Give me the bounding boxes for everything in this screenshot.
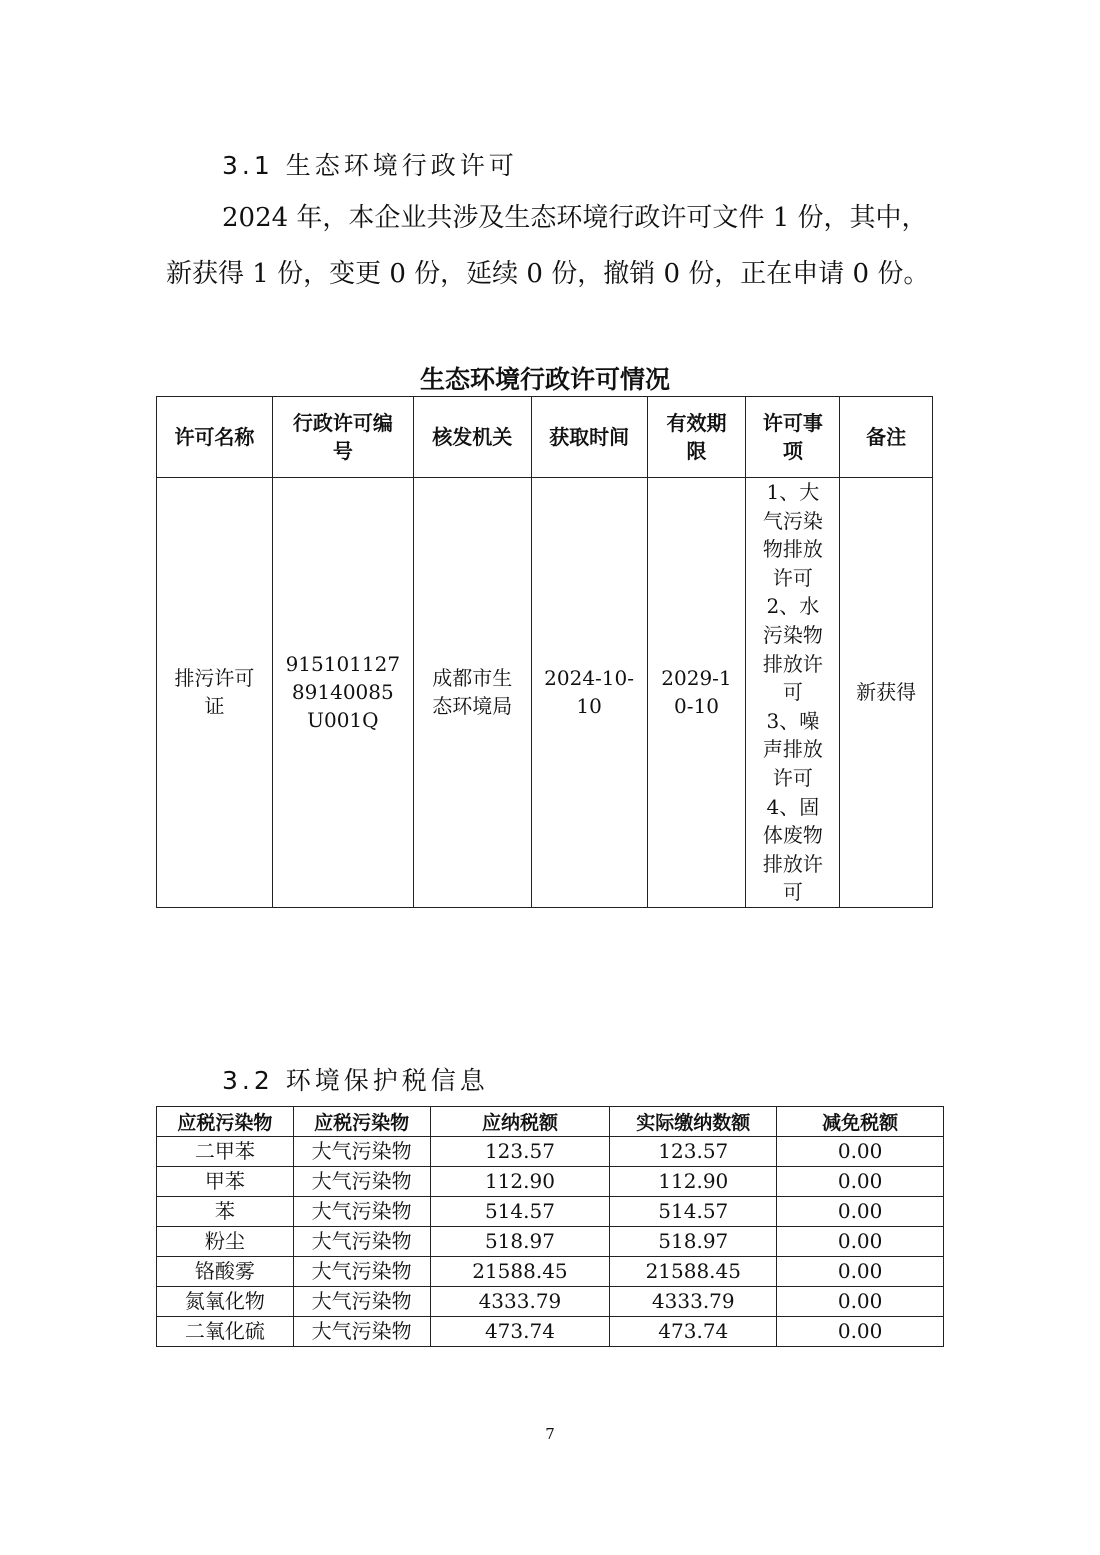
header-permit-number-text: 行政许可编号 (292, 411, 393, 463)
tax-cell-payable: 21588.45 (430, 1257, 610, 1287)
tax-header-category: 应税污染物 (293, 1107, 430, 1137)
permit-item-3: 3、噪声排放许可 (762, 708, 823, 790)
tax-table-row (157, 1227, 944, 1257)
header-obtained: 获取时间 (531, 397, 647, 478)
tax-cell-paid: 21588.45 (610, 1257, 777, 1287)
tax-cell-paid: 514.57 (610, 1197, 777, 1227)
permit-table-row (157, 478, 933, 908)
tax-cell-paid: 112.90 (610, 1167, 777, 1197)
tax-cell-exempt: 0.00 (777, 1227, 944, 1257)
permit-table-title: 生态环境行政许可情况 (419, 365, 670, 394)
tax-table-row (157, 1257, 944, 1287)
tax-header-paid: 实际缴纳数额 (610, 1107, 777, 1137)
tax-table-row (157, 1287, 944, 1317)
tax-table-header-row (157, 1107, 944, 1137)
tax-table-row (157, 1197, 944, 1227)
tax-cell-payable: 518.97 (430, 1227, 610, 1257)
cell-authority (413, 478, 531, 908)
cell-validity (647, 478, 746, 908)
tax-cell-exempt: 0.00 (777, 1257, 944, 1287)
obtained-text: 2024-10-10 (544, 666, 635, 719)
tax-cell-pollutant: 二氧化硫 (157, 1317, 294, 1347)
tax-cell-category: 大气污染物 (293, 1317, 430, 1347)
tax-cell-category: 大气污染物 (293, 1197, 430, 1227)
tax-cell-pollutant: 二甲苯 (157, 1137, 294, 1167)
validity-text: 2029-10-10 (661, 666, 732, 719)
tax-cell-exempt: 0.00 (777, 1167, 944, 1197)
tax-cell-pollutant: 甲苯 (157, 1167, 294, 1197)
tax-cell-payable: 4333.79 (430, 1287, 610, 1317)
header-permit-name: 许可名称 (157, 397, 273, 478)
tax-cell-category: 大气污染物 (293, 1137, 430, 1167)
cell-remark: 新获得 (840, 478, 933, 908)
section-3-2-heading: 3.2 环境保护税信息 (222, 1066, 489, 1095)
tax-cell-paid: 123.57 (610, 1137, 777, 1167)
tax-cell-category: 大气污染物 (293, 1287, 430, 1317)
header-items-text: 许可事项 (762, 411, 823, 463)
tax-cell-payable: 514.57 (430, 1197, 610, 1227)
tax-cell-exempt: 0.00 (777, 1197, 944, 1227)
authority-text: 成都市生态环境局 (432, 666, 513, 719)
tax-table-row (157, 1317, 944, 1347)
tax-cell-exempt: 0.00 (777, 1317, 944, 1347)
tax-cell-exempt: 0.00 (777, 1287, 944, 1317)
section-3-1-heading: 3.1 生态环境行政许可 (222, 151, 518, 180)
tax-cell-exempt: 0.00 (777, 1137, 944, 1167)
tax-cell-pollutant: 氮氧化物 (157, 1287, 294, 1317)
tax-cell-paid: 518.97 (610, 1227, 777, 1257)
tax-table-row (157, 1137, 944, 1167)
tax-cell-payable: 123.57 (430, 1137, 610, 1167)
tax-cell-payable: 112.90 (430, 1167, 610, 1197)
permit-item-2: 2、水污染物排放许可 (762, 594, 823, 705)
tax-table-row (157, 1167, 944, 1197)
tax-cell-category: 大气污染物 (293, 1257, 430, 1287)
paragraph-line-2: 新获得 1 份，变更 0 份，延续 0 份，撤销 0 份，正在申请 0 份。 (166, 259, 930, 289)
tax-cell-paid: 4333.79 (610, 1287, 777, 1317)
cell-permit-number (272, 478, 413, 908)
paragraph-line-1: 2024 年，本企业共涉及生态环境行政许可文件 1 份，其中， (222, 203, 928, 233)
tax-cell-pollutant: 苯 (157, 1197, 294, 1227)
tax-cell-pollutant: 铬酸雾 (157, 1257, 294, 1287)
cell-obtained (531, 478, 647, 908)
tax-header-exempt: 减免税额 (777, 1107, 944, 1137)
header-validity (647, 397, 746, 478)
cell-permit-items (746, 478, 840, 908)
header-remark: 备注 (840, 397, 933, 478)
tax-cell-category: 大气污染物 (293, 1227, 430, 1257)
header-permit-number (272, 397, 413, 478)
permit-summary-paragraph (166, 190, 956, 302)
tax-cell-category: 大气污染物 (293, 1167, 430, 1197)
permit-number-text: 91510112789140085U001Q (285, 652, 401, 733)
cell-permit-name (157, 478, 273, 908)
tax-header-payable: 应纳税额 (430, 1107, 610, 1137)
header-items (746, 397, 840, 478)
permit-item-4: 4、固体废物排放许可 (762, 794, 823, 905)
tax-cell-payable: 473.74 (430, 1317, 610, 1347)
tax-table (156, 1106, 944, 1347)
permit-table (156, 396, 933, 908)
header-authority: 核发机关 (413, 397, 531, 478)
permit-name-text: 排污许可证 (174, 666, 255, 719)
permit-table-header-row (157, 397, 933, 478)
tax-cell-paid: 473.74 (610, 1317, 777, 1347)
permit-item-1: 1、大气污染物排放许可 (762, 480, 823, 590)
page-number: 7 (545, 1425, 555, 1443)
tax-cell-pollutant: 粉尘 (157, 1227, 294, 1257)
header-validity-text: 有效期限 (666, 411, 727, 463)
tax-header-pollutant: 应税污染物 (157, 1107, 294, 1137)
